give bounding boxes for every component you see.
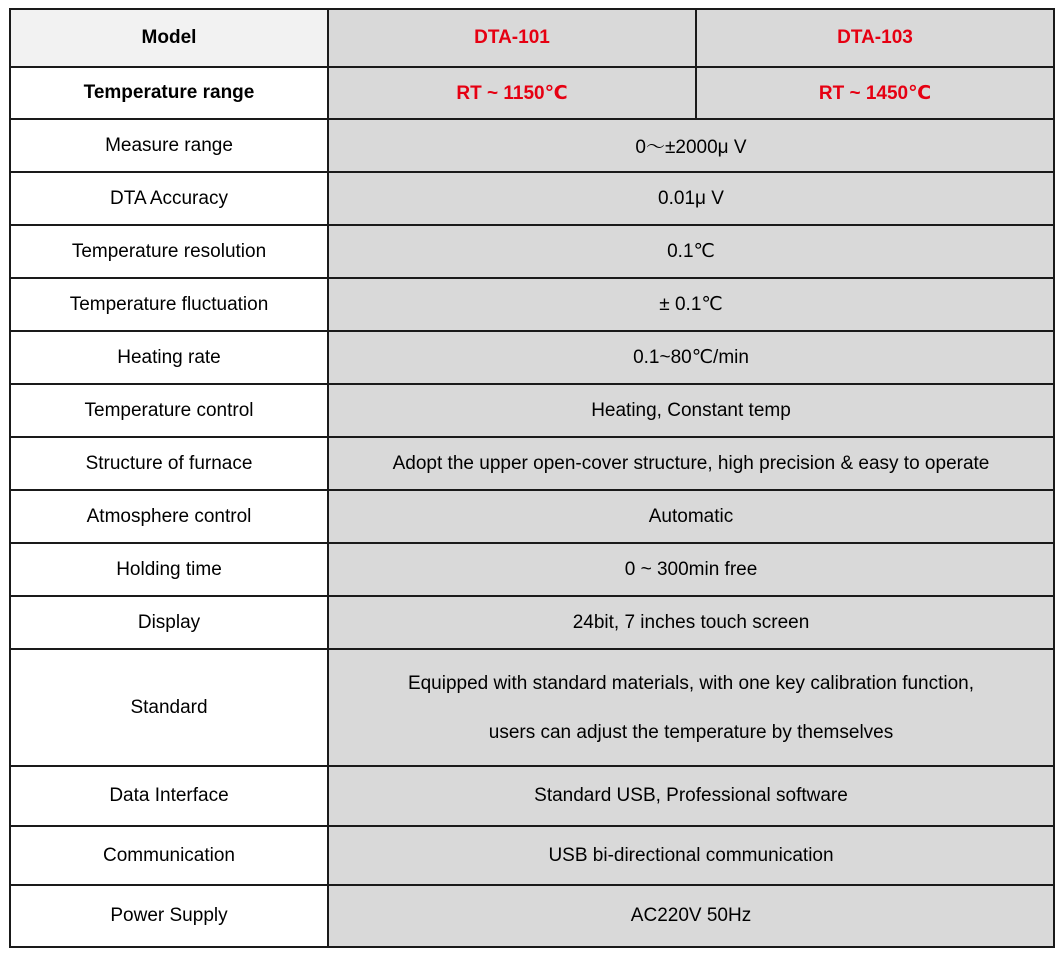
table-row <box>10 278 1054 331</box>
row-label: Temperature control <box>10 384 328 437</box>
row-label: Structure of furnace <box>10 437 328 490</box>
model-row <box>10 9 1054 67</box>
table-row <box>10 225 1054 278</box>
model-dta-103: DTA-103 <box>696 9 1054 67</box>
row-label: Temperature resolution <box>10 225 328 278</box>
row-value: 0.1℃ <box>328 225 1054 278</box>
model-label: Model <box>10 9 328 67</box>
row-label: Atmosphere control <box>10 490 328 543</box>
row-value: USB bi-directional communication <box>328 826 1054 885</box>
row-value: Heating, Constant temp <box>328 384 1054 437</box>
row-label: Data Interface <box>10 766 328 826</box>
row-value: 0.1~80℃/min <box>328 331 1054 384</box>
standard-row <box>10 649 1054 766</box>
row-value: Automatic <box>328 490 1054 543</box>
table-row <box>10 172 1054 225</box>
row-label: Communication <box>10 826 328 885</box>
row-label: Heating rate <box>10 331 328 384</box>
row-value: Standard USB, Professional software <box>328 766 1054 826</box>
table-row <box>10 384 1054 437</box>
table-row <box>10 490 1054 543</box>
row-label: Temperature fluctuation <box>10 278 328 331</box>
temperature-range-dta-101: RT ~ 1150℃ <box>328 67 696 119</box>
row-label: Holding time <box>10 543 328 596</box>
row-value: 0.01μ V <box>328 172 1054 225</box>
row-label: DTA Accuracy <box>10 172 328 225</box>
table-row <box>10 543 1054 596</box>
standard-value <box>328 649 1054 766</box>
table-row <box>10 885 1054 947</box>
standard-value-line-2: users can adjust the temperature by themselves <box>488 721 894 743</box>
temperature-range-label: Temperature range <box>10 67 328 119</box>
standard-label: Standard <box>10 649 328 766</box>
table-row <box>10 437 1054 490</box>
row-value: 0～±2000μ V <box>328 119 1054 172</box>
table-row <box>10 596 1054 649</box>
standard-value-line-1: Equipped with standard materials, with one key calibration function, <box>407 672 975 694</box>
table-row <box>10 119 1054 172</box>
row-value: 0 ~ 300min free <box>328 543 1054 596</box>
temperature-range-row <box>10 67 1054 119</box>
row-value: 24bit, 7 inches touch screen <box>328 596 1054 649</box>
model-dta-101: DTA-101 <box>328 9 696 67</box>
spec-table <box>9 8 1055 948</box>
row-value: Adopt the upper open-cover structure, high precision & easy to operate <box>328 437 1054 490</box>
row-value: AC220V 50Hz <box>328 885 1054 947</box>
row-label: Power Supply <box>10 885 328 947</box>
table-row <box>10 826 1054 885</box>
temperature-range-dta-103: RT ~ 1450℃ <box>696 67 1054 119</box>
table-row <box>10 766 1054 826</box>
row-label: Measure range <box>10 119 328 172</box>
row-value: ± 0.1℃ <box>328 278 1054 331</box>
table-row <box>10 331 1054 384</box>
row-label: Display <box>10 596 328 649</box>
